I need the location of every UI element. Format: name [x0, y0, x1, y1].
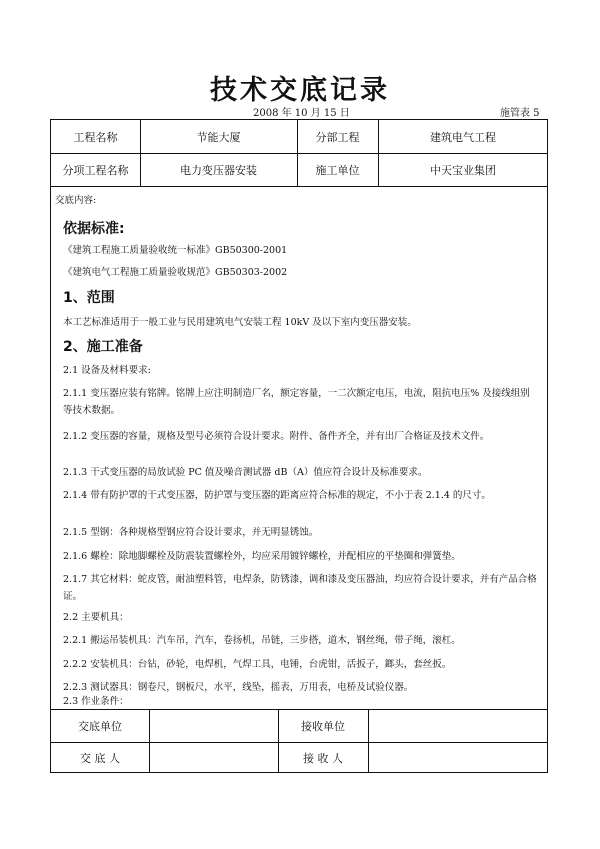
para-2-1-2: 2.1.2 变压器的容量，规格及型号必须符合设计要求。附件、备件齐全，并有出厂合格证及技术文件。 [63, 431, 490, 442]
division-value: 建筑电气工程 [430, 130, 496, 144]
scope-text: 本工艺标准适用于一般工业与民用建筑电气安装工程 10kV 及以下室内变压器安装。 [63, 317, 417, 328]
handover-unit-field[interactable] [149, 709, 278, 742]
receiving-unit-field[interactable] [368, 709, 548, 742]
para-2-1-4: 2.1.4 带有防护罩的干式变压器，防护罩与变压器的距离应符合标准的规定，不小于表 2.1.4 的尺寸。 [63, 490, 491, 501]
para-2-1: 2.1 设备及材料要求: [63, 365, 151, 376]
para-2-2-3: 2.2.3 测试器具：钢卷尺，钢板尺，水平，线坠，摇表，万用表，电桥及试验仪器。 [63, 682, 414, 693]
document-title: 技术交底记录 [210, 75, 390, 106]
preparation-heading: 2、施工准备 [63, 339, 143, 355]
handover-person-field[interactable] [149, 742, 278, 773]
receiver-label: 接 收 人 [303, 751, 343, 765]
para-2-2: 2.2 主要机具： [63, 612, 129, 623]
contractor-value: 中天宝业集团 [430, 163, 496, 177]
handover-person-label: 交 底 人 [80, 751, 120, 765]
basis-heading: 依据标准: [63, 221, 125, 237]
division-label: 分部工程 [315, 130, 360, 144]
header-bottom-line [51, 186, 547, 187]
subproject-label: 分项工程名称 [62, 163, 129, 177]
para-2-2-2: 2.2.2 安装机具：台钻，砂轮，电焊机，气焊工具，电锤，台虎钳，活扳子，鎯头，套丝扳。 [63, 659, 452, 670]
form-number: 施管表 5 [500, 108, 540, 119]
para-2-3: 2.3 作业条件： [63, 696, 129, 707]
para-2-1-6: 2.1.6 螺栓：除地脚螺栓及防震装置螺栓外，均应采用镀锌螺栓，并配相应的平垫圈和弹簧垫。 [63, 551, 461, 562]
subproject-value: 电力变压器安装 [180, 163, 257, 177]
para-2-1-7: 2.1.7 其它材料：蛇皮管，耐油塑料管，电焊条，防锈漆，调和漆及变压器油，均应符合设计要求，并有产品合格证。 [63, 574, 537, 602]
standard-1: 《建筑工程施工质量验收统一标准》GB50300-2001 [63, 245, 288, 256]
para-2-1-3: 2.1.3 干式变压器的局放试验 PC 值及噪音测试器 dB（A）值应符合设计及标准要求。 [63, 467, 428, 478]
para-2-1-5: 2.1.5 型钢：各种规格型钢应符合设计要求，并无明显锈蚀。 [63, 527, 319, 538]
scope-heading: 1、范围 [63, 290, 115, 306]
para-2-1-1: 2.1.1 变压器应装有铭牌。铭牌上应注明制造厂名，额定容量，一二次额定电压，电流，阻抗电压% 及接线组别等技术数据。 [63, 388, 530, 416]
receiver-field[interactable] [368, 742, 548, 773]
project-name-value: 节能大厦 [196, 130, 241, 144]
document-date: 2008 年 10 月 15 日 [253, 108, 350, 119]
project-name-label: 工程名称 [73, 130, 118, 144]
receiving-unit-label: 接收单位 [301, 719, 345, 733]
record-sheet [50, 119, 548, 773]
standard-2: 《建筑电气工程施工质量验收规范》GB50303-2002 [63, 267, 288, 278]
para-2-2-1: 2.2.1 搬运吊装机具：汽车吊，汽车，卷扬机，吊链，三步搭，道木，钢丝绳，带子绳，滚杠。 [63, 635, 461, 646]
handover-unit-label: 交底单位 [78, 719, 122, 733]
contractor-label: 施工单位 [315, 163, 360, 177]
content-intro-label: 交底内容: [55, 195, 97, 206]
